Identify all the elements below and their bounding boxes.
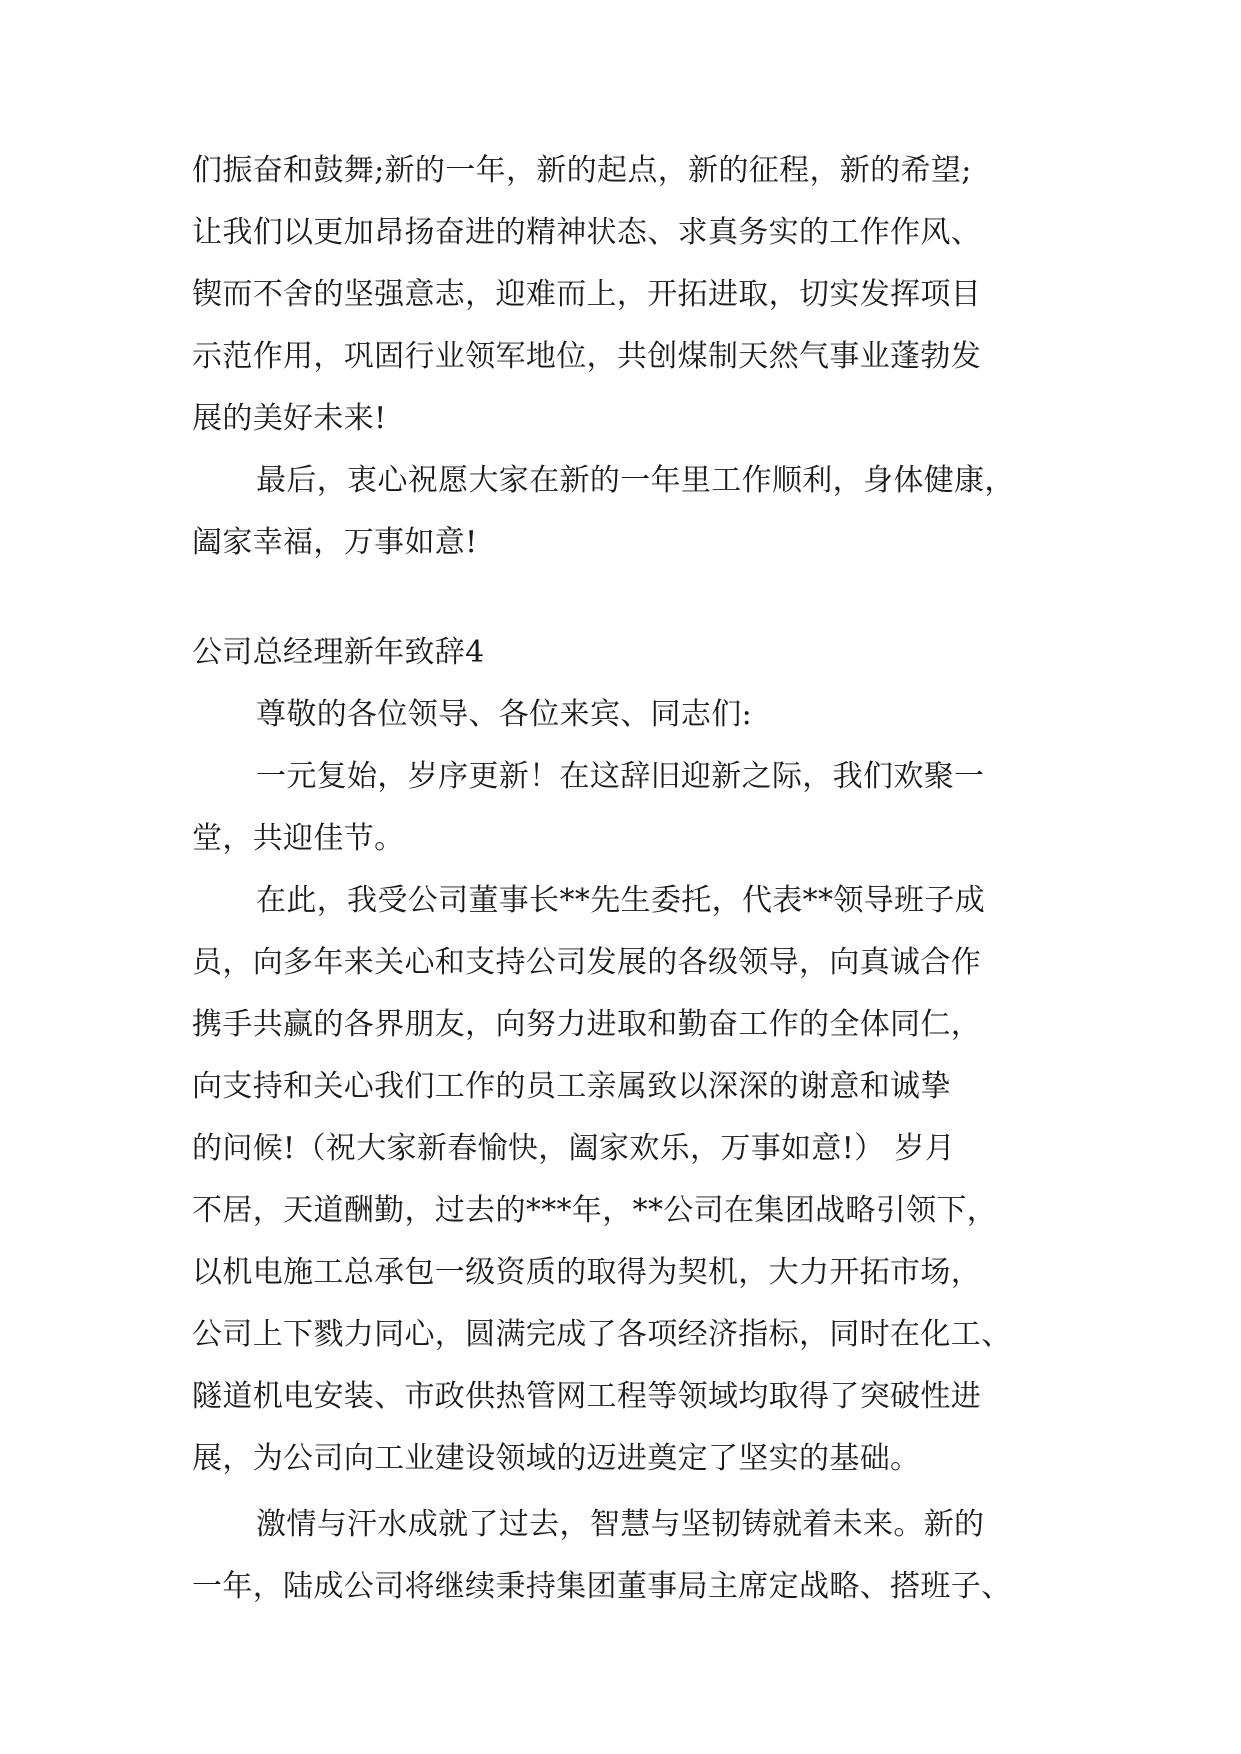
paragraph-line: 堂，共迎佳节。 <box>192 821 405 856</box>
paragraph-line: 一年，陆成公司将继续秉持集团董事局主席定战略、搭班子、 <box>192 1569 1012 1604</box>
paragraph-line: 示范作用，巩固行业领军地位，共创煤制天然气事业蓬勃发 <box>192 339 982 374</box>
paragraph-line: 最后，衷心祝愿大家在新的一年里工作顺利，身体健康， <box>256 463 1015 498</box>
paragraph-line: 携手共赢的各界朋友，向努力进取和勤奋工作的全体同仁， <box>192 1007 982 1042</box>
paragraph-line: 向支持和关心我们工作的员工亲属致以深深的谢意和诚挚 <box>192 1069 951 1104</box>
paragraph-line: 一元复始，岁序更新！在这辞旧迎新之际，我们欢聚一 <box>256 759 985 794</box>
paragraph-line: 不居，天道酬勤，过去的***年，**公司在集团战略引领下， <box>192 1193 998 1228</box>
section-heading: 公司总经理新年致辞4 <box>192 635 485 670</box>
paragraph-line: 在此，我受公司董事长**先生委托，代表**领导班子成 <box>256 883 986 918</box>
paragraph-line: 的问候!（祝大家新春愉快，阖家欢乐，万事如意!） 岁月 <box>192 1131 956 1166</box>
paragraph-line: 展，为公司向工业建设领域的迈进奠定了坚实的基础。 <box>192 1441 921 1476</box>
paragraph-line: 公司上下戮力同心，圆满完成了各项经济指标，同时在化工、 <box>192 1317 1012 1352</box>
paragraph-line: 展的美好未来! <box>192 401 387 436</box>
salutation: 尊敬的各位领导、各位来宾、同志们: <box>256 697 753 732</box>
paragraph-line: 隧道机电安装、市政供热管网工程等领域均取得了突破性进 <box>192 1379 982 1414</box>
paragraph-line: 们振奋和鼓舞;新的一年，新的起点，新的征程，新的希望; <box>192 153 972 188</box>
paragraph-line: 以机电施工总承包一级资质的取得为契机，大力开拓市场， <box>192 1255 982 1290</box>
paragraph-line: 激情与汗水成就了过去，智慧与坚韧铸就着未来。新的 <box>256 1507 985 1542</box>
paragraph-line: 阖家幸福，万事如意! <box>192 525 478 560</box>
paragraph-line: 员，向多年来关心和支持公司发展的各级领导，向真诚合作 <box>192 945 982 980</box>
paragraph-line: 让我们以更加昂扬奋进的精神状态、求真务实的工作作风、 <box>192 215 982 250</box>
paragraph-line: 锲而不舍的坚强意志，迎难而上，开拓进取，切实发挥项目 <box>192 277 982 312</box>
